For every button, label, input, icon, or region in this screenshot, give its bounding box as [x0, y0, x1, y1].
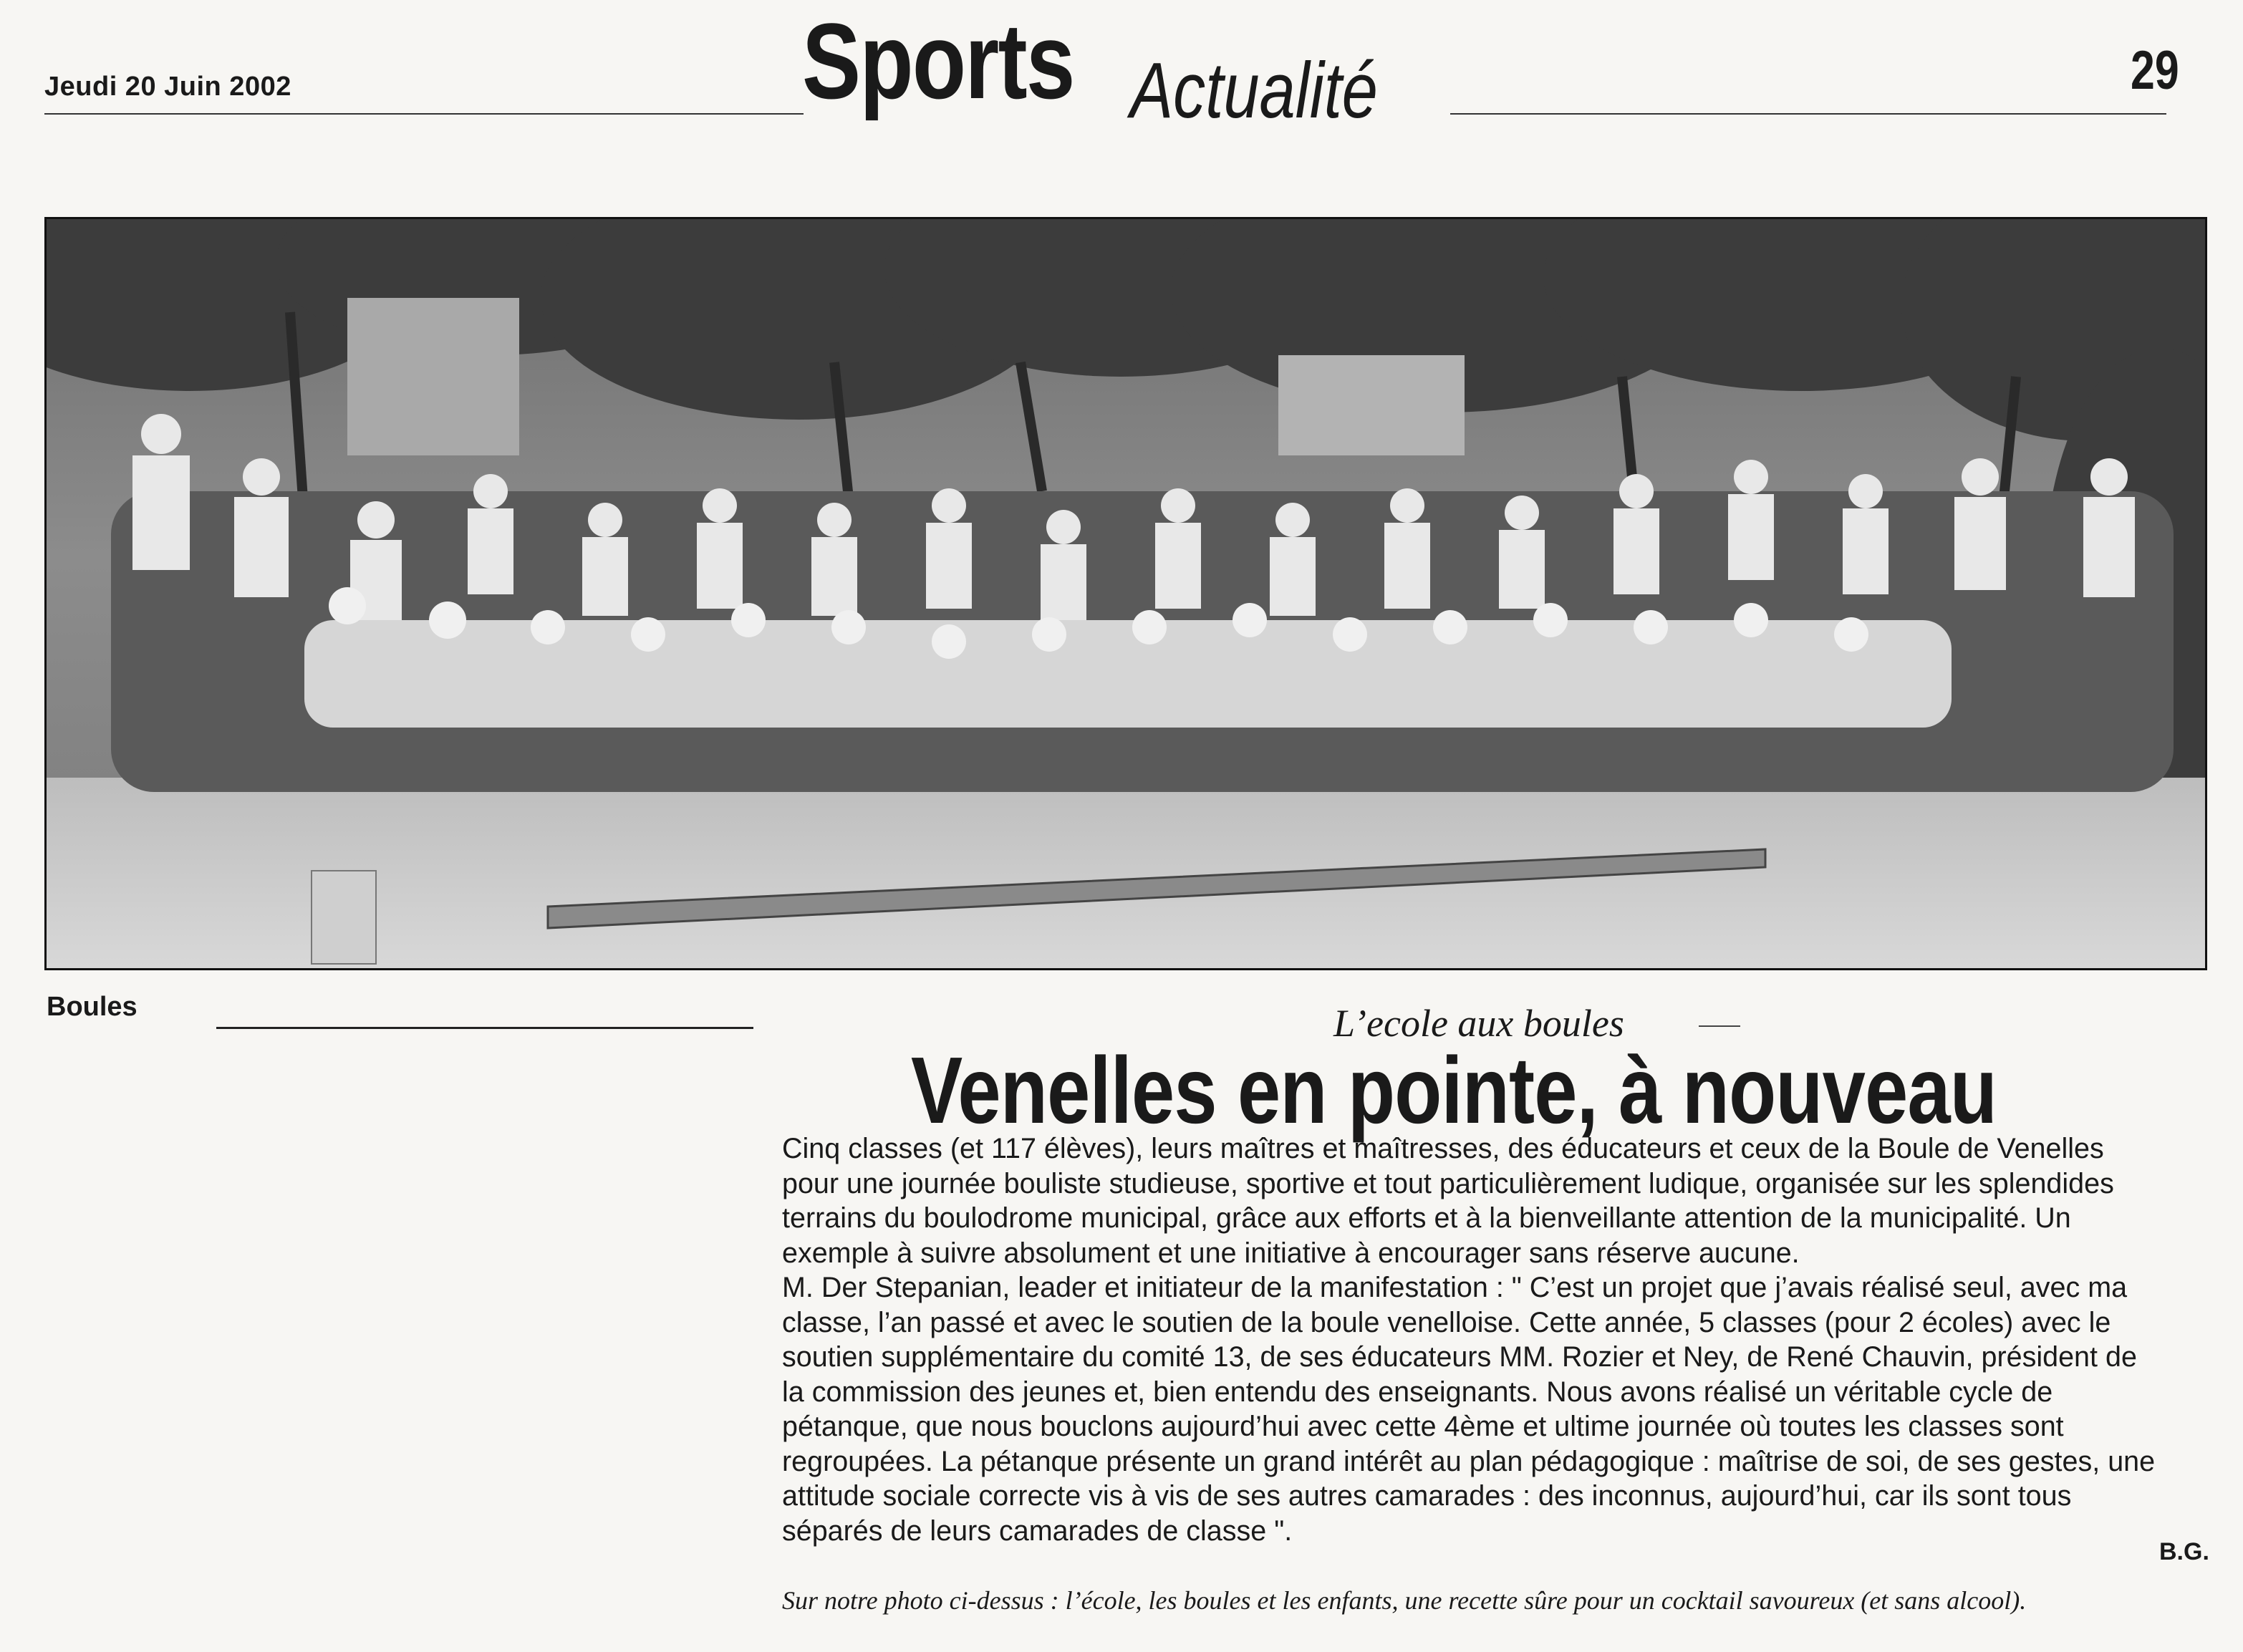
body-line: la commission des jeunes et, bien entendu des enseignants. Nous avons réalisé un véritable cycle de [782, 1376, 2053, 1408]
rubric-label: Boules [47, 992, 138, 1022]
article-kicker: L’ecole aux boules [1333, 1002, 1624, 1045]
section-title: Sports [802, 1, 1074, 121]
page-number: 29 [2131, 40, 2179, 101]
header-rule-right [1450, 113, 2166, 115]
section-subtitle: Actualité [1130, 47, 1378, 135]
body-line: pétanque, que nous bouclons aujourd’hui avec cette 4ème et ultime journée où toutes les classes sont [782, 1411, 2064, 1442]
body-line: classe, l’an passé et avec le soutien de la boule venelloise. Cette année, 5 classes (pour 2 écoles) avec le [782, 1306, 2111, 1338]
body-line: regroupées. La pétanque présente un grand intérêt au plan pédagogique : maîtrise de soi, de ses gestes, une [782, 1445, 2156, 1477]
body-line: M. Der Stepanian, leader et initiateur de la manifestation : " C’est un projet que j’avais réalisé seul, avec ma [782, 1272, 2128, 1303]
rubric-rule [216, 1027, 753, 1029]
issue-date: Jeudi 20 Juin 2002 [44, 72, 291, 102]
body-line: soutien supplémentaire du comité 13, de ses éducateurs MM. Rozier et Ney, de René Chauvin, président de [782, 1341, 2137, 1373]
background-building [347, 298, 519, 455]
article-body [782, 1131, 2222, 1548]
body-line: attitude sociale correcte vis à vis de ses autres camarades : des inconnus, aujourd’hui, car ils sont tous [782, 1480, 2072, 1512]
article-headline: Venelles en pointe, à nouveau [911, 1038, 1997, 1143]
body-line: Cinq classes (et 117 élèves), leurs maîtres et maîtresses, des éducateurs et ceux de la Boule de Venelles [782, 1133, 2104, 1164]
header-rule-left [44, 113, 804, 115]
author-signature: B.G. [2159, 1538, 2209, 1565]
group-photo [44, 217, 2207, 970]
body-line: exemple à suivre absolument et une initiative à encourager sans réserve aucune. [782, 1237, 1800, 1269]
photo-illustration [47, 219, 2205, 968]
body-line: pour une journée bouliste studieuse, sportive et tout particulièrement ludique, organisée sur les splendides [782, 1167, 2114, 1199]
photo-caption: Sur notre photo ci-dessus : l’école, les boules et les enfants, une recette sûre pour un cocktail savoureux (et sans alcool). [782, 1586, 2027, 1615]
body-line: séparés de leurs camarades de classe ". [782, 1515, 1293, 1547]
kicker-dash [1699, 1025, 1740, 1027]
body-line: terrains du boulodrome municipal, grâce aux efforts et à la bienveillante attention de la municipalité. Un [782, 1202, 2071, 1234]
